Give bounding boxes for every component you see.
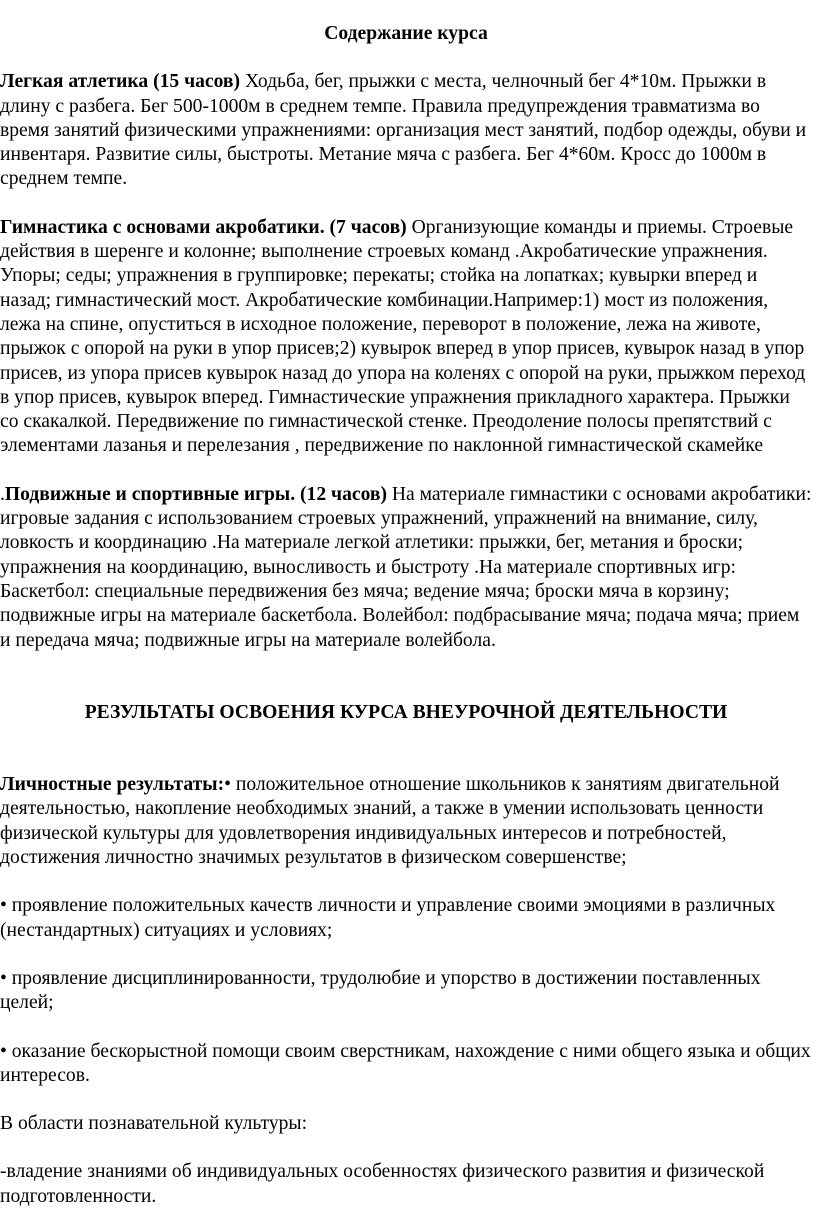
cognitive-item: -владение знаниями об индивидуальных особенностях физического развития и физической подготовленности. xyxy=(0,1161,765,1207)
section-athletics-text: Ходьба, бег, прыжки с места, челночный бег 4*10м. Прыжки в длину с разбега. Бег 500-1000м в среднем темпе. Правила предупреждения травматизма во время занятий физическими упражнениями: организация мест занятий, подбор одежды, обуви и инвентаря. Развитие силы, быстроты. Метание мяча с разбега. Бег 4*60м. Кросс до 1000м в среднем темпе. xyxy=(0,71,807,190)
spacer xyxy=(0,459,812,483)
section-athletics-heading: Легкая атлетика (15 часов) xyxy=(0,71,241,93)
spacer xyxy=(0,870,812,894)
spacer xyxy=(0,653,812,701)
section-gymnastics xyxy=(0,216,812,459)
section-games-prefix: . xyxy=(0,483,5,505)
bullet-item: • проявление положительных качеств личности и управление своими эмоциями в различных (нестандартных) ситуациях и условиях; xyxy=(0,895,776,941)
spacer xyxy=(0,1016,812,1040)
document-page xyxy=(0,22,812,1209)
spacer xyxy=(0,1136,812,1160)
spacer xyxy=(0,1088,812,1112)
section-games-heading: Подвижные и спортивные игры. (12 часов) xyxy=(4,483,387,505)
spacer xyxy=(0,46,812,70)
section-gymnastics-heading: Гимнастика с основами акробатики. (7 часов) xyxy=(0,216,407,238)
results-title: РЕЗУЛЬТАТЫ ОСВОЕНИЯ КУРСА ВНЕУРОЧНОЙ ДЕЯТЕЛЬНОСТИ xyxy=(84,701,728,723)
spacer xyxy=(0,943,812,967)
personal-results-first-item: • положительное отношение школьников к занятиям двигательной деятельностью, накопление необходимых знаний, а также в умении использовать ценности физической культуры для удовлетворения индивидуальных интересов и потребностей, достижения личностно значимых результатов в физическом совершенстве; xyxy=(0,774,780,869)
personal-results-heading: Личностные результаты: xyxy=(0,774,225,796)
section-games xyxy=(0,483,812,653)
section-athletics xyxy=(0,70,812,191)
bullet-item: • оказание бескорыстной помощи своим сверстникам, нахождение с ними общего языка и общих интересов. xyxy=(0,1040,811,1086)
spacer xyxy=(0,725,812,773)
personal-results xyxy=(0,773,812,870)
bullet-item: • проявление дисциплинированности, трудолюбие и упорство в достижении поставленных целей; xyxy=(0,967,761,1014)
course-content-title: Содержание курса xyxy=(324,23,488,44)
section-games-text: На материале гимнастики с основами акробатики: игровые задания с использованием строевых упражнений, упражнений на внимание, силу, ловкость и координацию .На материале легкой атлетики: прыжки, бег, метания и броски; упражнения на координацию, выносливость и быстроту .На материале спортивных игр: Баскетбол: специальные передвижения без мяча; ведение мяча; броски мяча в корзину; подвижные игры на материале баскетбола. Волейбол: подбрасывание мяча; подача мяча; прием и передача мяча; подвижные игры на материале волейбола. xyxy=(0,483,812,651)
section-gymnastics-text: Организующие команды и приемы. Строевые действия в шеренге и колонне; выполнение строевых команд .Акробатические упражнения. Упоры; седы; упражнения в группировке; перекаты; стойка на лопатках; кувырки вперед и назад; гимнастический мост. Акробатические комбинации.Например:1) мост из положения, лежа на спине, опуститься в исходное положение, переворот в положение, лежа на животе, прыжок с опорой на руки в упор присев;2) кувырок вперед в упор присев, кувырок назад в упор присев, из упора присев кувырок назад до упора на коленях с опорой на руки, прыжком переход в упор присев, кувырок вперед. Гимнастические упражнения прикладного характера. Прыжки со скакалкой. Передвижение по гимнастической стенке. Преодоление полосы препятствий с элементами лазанья и перелезания , передвижение по наклонной гимнастической скамейке xyxy=(0,216,806,457)
spacer xyxy=(0,192,812,216)
cognitive-heading: В области познавательной культуры: xyxy=(0,1113,308,1135)
